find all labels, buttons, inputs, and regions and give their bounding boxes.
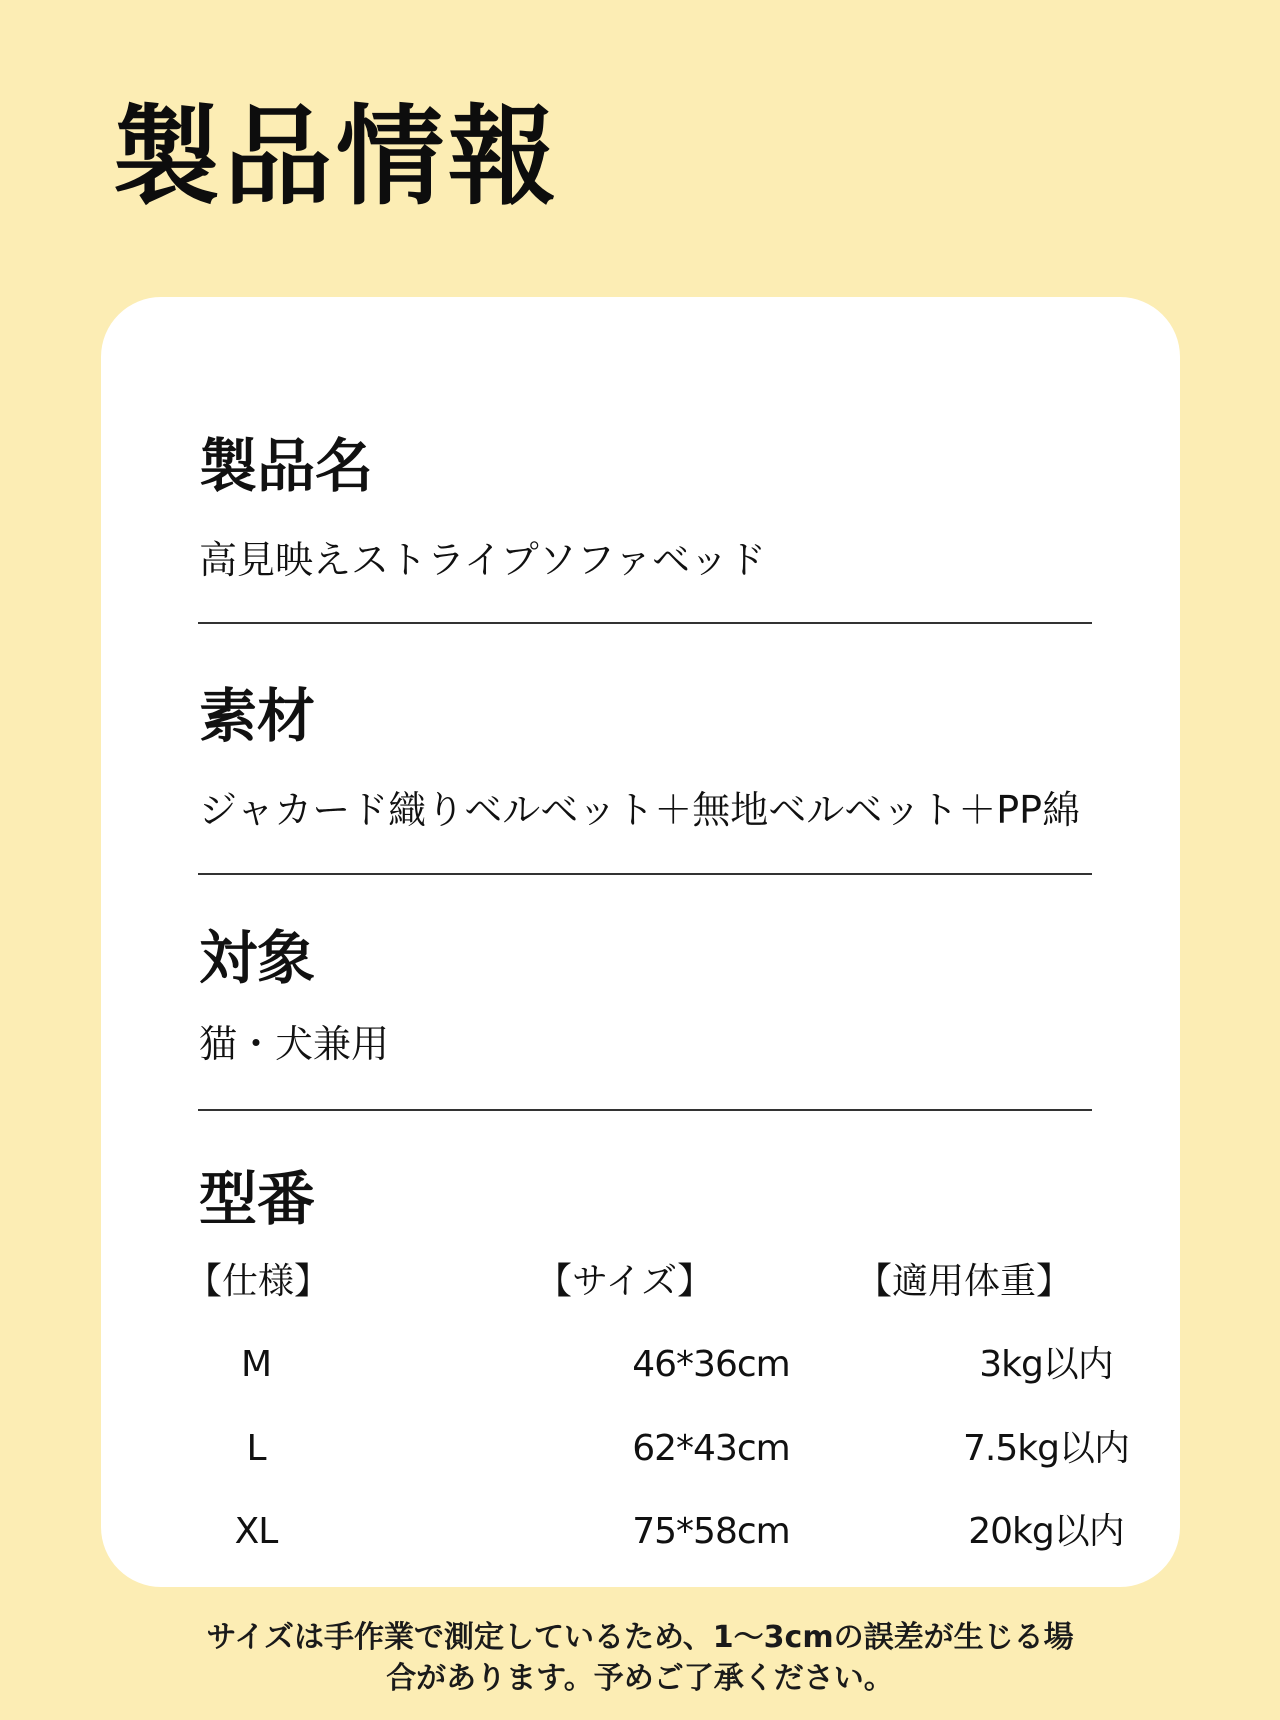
spec-cell: L [246,1428,266,1469]
spec-table-header [186,1257,1086,1307]
size-cell: 46*36cm [632,1344,790,1385]
size-disclaimer-note [0,1617,1280,1699]
model-heading: 型番 [199,1165,316,1233]
target-heading: 対象 [199,924,316,992]
product-name-section [199,432,1099,582]
table-row [186,1507,1124,1557]
size-cell: 75*58cm [632,1511,790,1552]
model-section [199,1165,1099,1233]
divider [198,1109,1092,1111]
weight-cell: 20kg以内 [968,1511,1124,1552]
product-name-value: 高見映えストライプソファベッド [199,538,766,582]
divider [198,622,1092,624]
spec-cell: M [240,1344,272,1385]
column-header-size: 【サイズ】 [536,1261,714,1302]
column-header-spec: 【仕様】 [186,1261,331,1302]
divider [198,873,1092,875]
target-value: 猫・犬兼用 [199,1022,390,1066]
material-heading: 素材 [199,682,316,750]
page-title: 製品情報 [112,95,561,220]
note-line: 合があります。予めご了承ください。 [386,1661,894,1696]
target-section [199,924,1099,1066]
weight-cell: 3kg以内 [979,1344,1113,1385]
material-value: ジャカード織りベルベット＋無地ベルベット＋PP綿 [199,788,1081,832]
weight-cell: 7.5kg以内 [963,1428,1129,1469]
table-row [186,1424,1129,1474]
column-header-weight: 【適用体重】 [856,1261,1073,1302]
product-info-card [101,297,1180,1587]
spec-cell: XL [234,1511,278,1552]
product-name-heading: 製品名 [199,432,374,500]
size-cell: 62*43cm [632,1428,790,1469]
material-section [199,682,1099,832]
note-line: サイズは手作業で測定しているため、1～3cmの誤差が生じる場 [206,1620,1074,1655]
table-row [186,1340,1113,1390]
